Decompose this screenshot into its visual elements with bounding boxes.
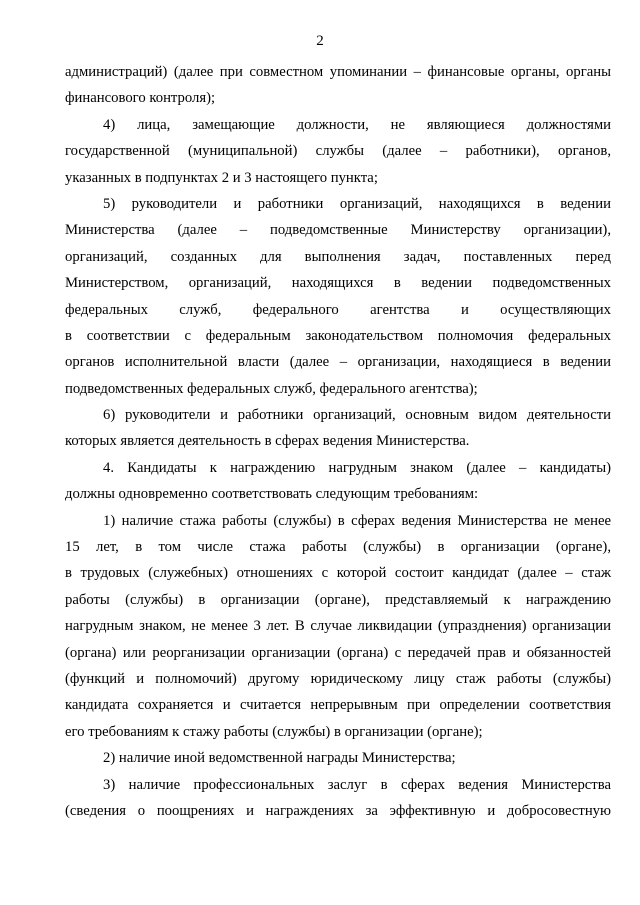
text-line: 3) наличие профессиональных заслуг в сферах ведения Министерства [103, 776, 611, 793]
text-line: государственной (муниципальной) службы (далее – работники), органов, [65, 143, 611, 160]
text-line: органов исполнительной власти (далее – организации, находящиеся в ведении [65, 354, 611, 371]
text-line: федеральных служб, федерального агентства и осуществляющих [65, 301, 611, 318]
text-line: Министерства (далее – подведомственные Министерству организации), [65, 222, 611, 239]
text-line: которых является деятельность в сферах ведения Министерства. [65, 433, 470, 450]
text-line: указанных в подпунктах 2 и 3 настоящего пункта; [65, 169, 378, 186]
text-line: (органа) или реорганизации организации (органа) с передачей прав и обязанностей [65, 644, 611, 661]
text-line: Министерством, организаций, находящихся в ведении подведомственных [65, 275, 611, 292]
text-line: 4) лица, замещающие должности, не являющиеся должностями [103, 116, 611, 133]
text-line: его требованиям к стажу работы (службы) в организации (органе); [65, 723, 483, 740]
text-line: 4. Кандидаты к награждению нагрудным знаком (далее – кандидаты) [103, 459, 611, 476]
text-line: (функций и полномочий) другому юридическому лицу стаж работы (службы) [65, 670, 611, 687]
text-line: в соответствии с федеральным законодательством полномочия федеральных [65, 327, 611, 344]
document-body [65, 59, 611, 824]
page-number: 2 [316, 33, 324, 49]
text-line: организаций, созданных для выполнения задач, поставленных перед [65, 248, 611, 265]
text-line: 6) руководители и работники организаций, основным видом деятельности [103, 407, 611, 424]
text-line: нагрудным знаком, не менее 3 лет. В случае ликвидации (упразднения) организации [65, 618, 611, 635]
text-line: должны одновременно соответствовать следующим требованиям: [65, 486, 479, 503]
text-line: 15 лет, в том числе стажа работы (службы) в организации (органе), [65, 539, 611, 556]
text-line: 2) наличие иной ведомственной награды Министерства; [103, 750, 456, 767]
text-line: в трудовых (служебных) отношениях с которой состоит кандидат (далее – стаж [65, 565, 611, 582]
text-line: администраций) (далее при совместном упоминании – финансовые органы, органы [65, 64, 611, 80]
text-line: работы (службы) в организации (органе), представляемый к награждению [65, 591, 611, 608]
text-line: 5) руководители и работники организаций, находящихся в ведении [103, 195, 611, 212]
text-line: (сведения о поощрениях и награждениях за эффективную и добросовестную [65, 802, 611, 819]
text-line: 1) наличие стажа работы (службы) в сферах ведения Министерства не менее [103, 512, 611, 529]
text-line: кандидата сохраняется и считается непрерывным при определении соответствия [65, 697, 611, 714]
text-line: финансового контроля); [65, 90, 216, 107]
text-line: подведомственных федеральных служб, федерального агентства); [65, 380, 478, 397]
